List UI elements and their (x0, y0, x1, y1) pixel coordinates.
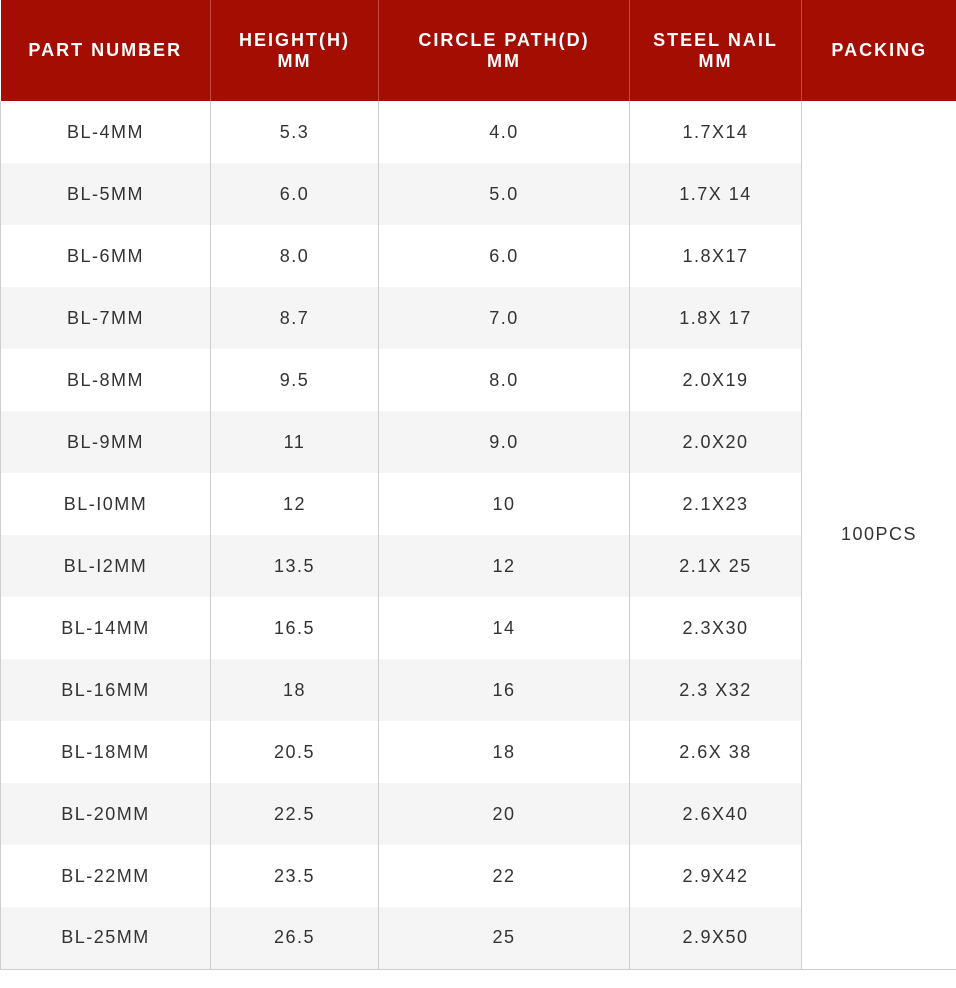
cell-circle-path: 20 (379, 783, 630, 845)
cell-steel-nail: 1.8X17 (630, 225, 802, 287)
header-steel-nail (630, 0, 802, 101)
cell-part-number: BL-7MM (1, 287, 211, 349)
cell-part-number: BL-20MM (1, 783, 211, 845)
cell-steel-nail: 2.6X 38 (630, 721, 802, 783)
header-packing (802, 0, 956, 101)
cell-circle-path: 25 (379, 907, 630, 969)
cell-circle-path: 14 (379, 597, 630, 659)
cell-height: 22.5 (211, 783, 379, 845)
cell-steel-nail: 2.9X50 (630, 907, 802, 969)
header-row (1, 0, 956, 101)
cell-part-number: BL-22MM (1, 845, 211, 907)
cell-height: 6.0 (211, 163, 379, 225)
cell-circle-path: 8.0 (379, 349, 630, 411)
header-circle-path (379, 0, 630, 101)
cell-circle-path: 18 (379, 721, 630, 783)
cell-height: 23.5 (211, 845, 379, 907)
cell-part-number: BL-5MM (1, 163, 211, 225)
cell-steel-nail: 2.1X23 (630, 473, 802, 535)
cell-part-number: BL-8MM (1, 349, 211, 411)
cell-steel-nail: 2.3X30 (630, 597, 802, 659)
cell-height: 5.3 (211, 101, 379, 163)
cell-circle-path: 7.0 (379, 287, 630, 349)
cell-height: 9.5 (211, 349, 379, 411)
header-circle-path-line2: MM (487, 50, 521, 71)
cell-steel-nail: 2.9X42 (630, 845, 802, 907)
cell-part-number: BL-18MM (1, 721, 211, 783)
header-steel-nail-line1: STEEL NAIL (653, 29, 778, 50)
table-body (1, 101, 956, 969)
cell-packing: 100PCS (802, 101, 956, 969)
cell-part-number: BL-25MM (1, 907, 211, 969)
cell-steel-nail: 1.7X 14 (630, 163, 802, 225)
cell-part-number: BL-I2MM (1, 535, 211, 597)
header-height (211, 0, 379, 101)
cell-height: 16.5 (211, 597, 379, 659)
cell-height: 13.5 (211, 535, 379, 597)
cell-circle-path: 5.0 (379, 163, 630, 225)
cell-part-number: BL-16MM (1, 659, 211, 721)
header-height-line2: MM (277, 50, 312, 71)
header-packing-line1: PACKING (831, 40, 928, 60)
header-steel-nail-line2: MM (698, 50, 733, 71)
header-circle-path-line1: CIRCLE PATH(D) (418, 29, 590, 50)
cell-circle-path: 12 (379, 535, 630, 597)
cell-height: 26.5 (211, 907, 379, 969)
cell-height: 12 (211, 473, 379, 535)
header-part-number-line1: PART NUMBER (28, 40, 183, 60)
cell-circle-path: 22 (379, 845, 630, 907)
table-header (1, 0, 956, 101)
table-row (1, 101, 956, 163)
cell-part-number: BL-I0MM (1, 473, 211, 535)
cell-height: 8.7 (211, 287, 379, 349)
cell-part-number: BL-4MM (1, 101, 211, 163)
cell-steel-nail: 1.8X 17 (630, 287, 802, 349)
cell-circle-path: 9.0 (379, 411, 630, 473)
cell-steel-nail: 2.6X40 (630, 783, 802, 845)
cell-circle-path: 10 (379, 473, 630, 535)
cell-height: 20.5 (211, 721, 379, 783)
cell-steel-nail: 2.0X20 (630, 411, 802, 473)
cell-steel-nail: 2.0X19 (630, 349, 802, 411)
header-height-line1: HEIGHT(H) (239, 29, 350, 50)
cell-steel-nail: 2.1X 25 (630, 535, 802, 597)
cell-circle-path: 4.0 (379, 101, 630, 163)
cell-part-number: BL-14MM (1, 597, 211, 659)
cell-circle-path: 6.0 (379, 225, 630, 287)
cell-part-number: BL-9MM (1, 411, 211, 473)
cell-height: 8.0 (211, 225, 379, 287)
cell-height: 18 (211, 659, 379, 721)
cell-circle-path: 16 (379, 659, 630, 721)
header-part-number (1, 0, 211, 101)
cell-part-number: BL-6MM (1, 225, 211, 287)
cell-steel-nail: 1.7X14 (630, 101, 802, 163)
cell-height: 11 (211, 411, 379, 473)
cell-steel-nail: 2.3 X32 (630, 659, 802, 721)
